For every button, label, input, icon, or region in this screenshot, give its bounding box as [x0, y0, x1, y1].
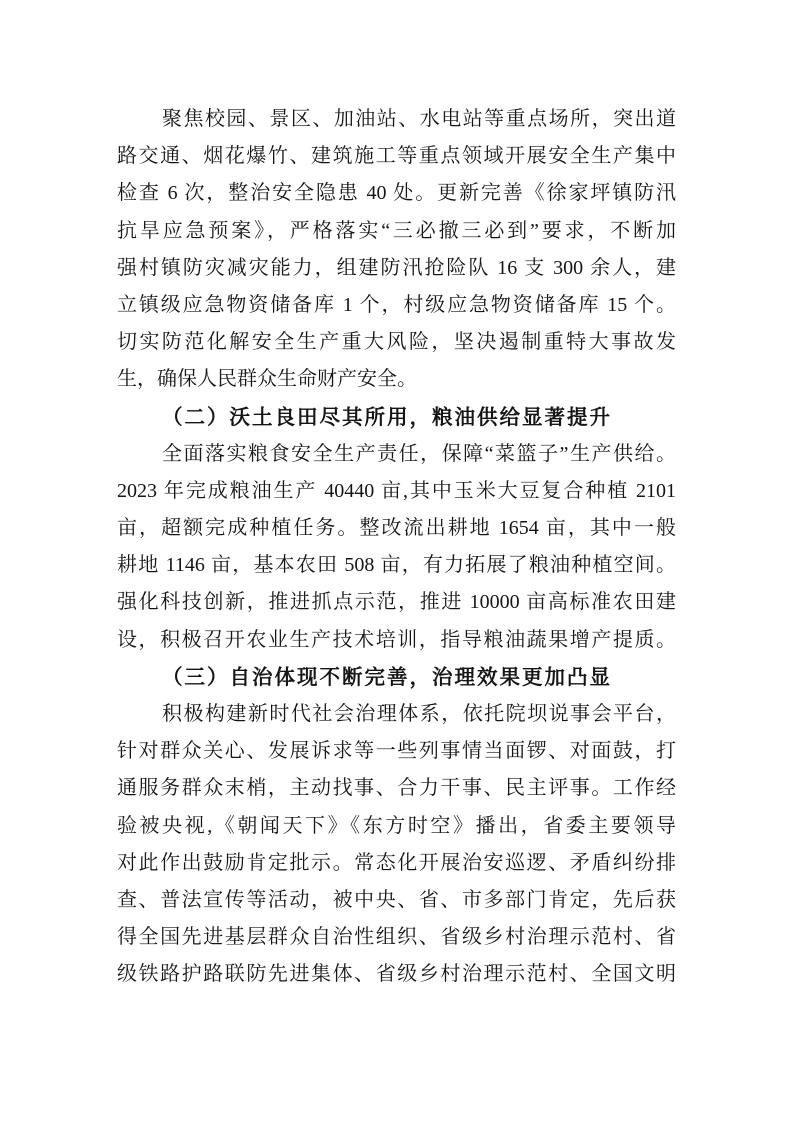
text-line: 切实防范化解安全生产重大风险，坚决遏制重特大事故发	[117, 331, 676, 354]
text-line: 级铁路护路联防先进集体、省级乡村治理示范村、全国文明	[117, 963, 676, 986]
text-line: 抗旱应急预案》，严格落实“三必撤三必到”要求，不断加	[117, 219, 676, 242]
document-text	[117, 101, 676, 994]
text-line: 全面落实粮食安全生产责任，保障“菜篮子”生产供给。	[162, 442, 676, 465]
text-line: 路交通、烟花爆竹、建筑施工等重点领域开展安全生产集中	[117, 145, 676, 168]
text-line: 设，积极召开农业生产技术培训，指导粮油蔬果增产提质。	[117, 628, 676, 651]
text-line: 2023 年完成粮油生产 40440 亩,其中玉米大豆复合种植 2101	[117, 479, 676, 502]
text-line: 得全国先进基层群众自治性组织、省级乡村治理示范村、省	[117, 926, 676, 949]
text-line: 通服务群众末梢，主动找事、合力干事、民主评事。工作经	[117, 777, 676, 800]
text-line: 强村镇防灾减灾能力，组建防汛抢险队 16 支 300 余人，建	[117, 256, 676, 279]
text-line: 检查 6 次，整治安全隐患 40 处。更新完善《徐家坪镇防汛	[117, 182, 676, 205]
text-line: 对此作出鼓励肯定批示。常态化开展治安巡逻、矛盾纠纷排	[117, 851, 676, 874]
text-line: 聚焦校园、景区、加油站、水电站等重点场所，突出道	[162, 108, 676, 130]
text-line: 耕地 1146 亩，基本农田 508 亩，有力拓展了粮油种植空间。	[117, 554, 676, 577]
text-line: 强化科技创新，推进抓点示范，推进 10000 亩高标准农田建	[117, 591, 676, 614]
text-line: 针对群众关心、发展诉求等一些列事情当面锣、对面鼓，打	[117, 740, 676, 763]
text-line: 立镇级应急物资储备库 1 个，村级应急物资储备库 15 个。	[117, 293, 676, 316]
text-line: 生，确保人民群众生命财产安全。	[117, 368, 417, 391]
text-line: 查、普法宣传等活动，被中央、省、市多部门肯定，先后获	[117, 888, 676, 911]
text-line: 验被央视,《朝闻天下》《东方时空》播出，省委主要领导	[117, 814, 676, 837]
section-heading: （三）自治体现不断完善，治理效果更加凸显	[162, 665, 612, 689]
text-line: 积极构建新时代社会治理体系，依托院坝说事会平台，	[162, 703, 676, 725]
section-heading: （二）沃土良田尽其所用，粮油供给显著提升	[162, 405, 612, 429]
text-line: 亩，超额完成种植任务。整改流出耕地 1654 亩，其中一般	[117, 517, 676, 540]
